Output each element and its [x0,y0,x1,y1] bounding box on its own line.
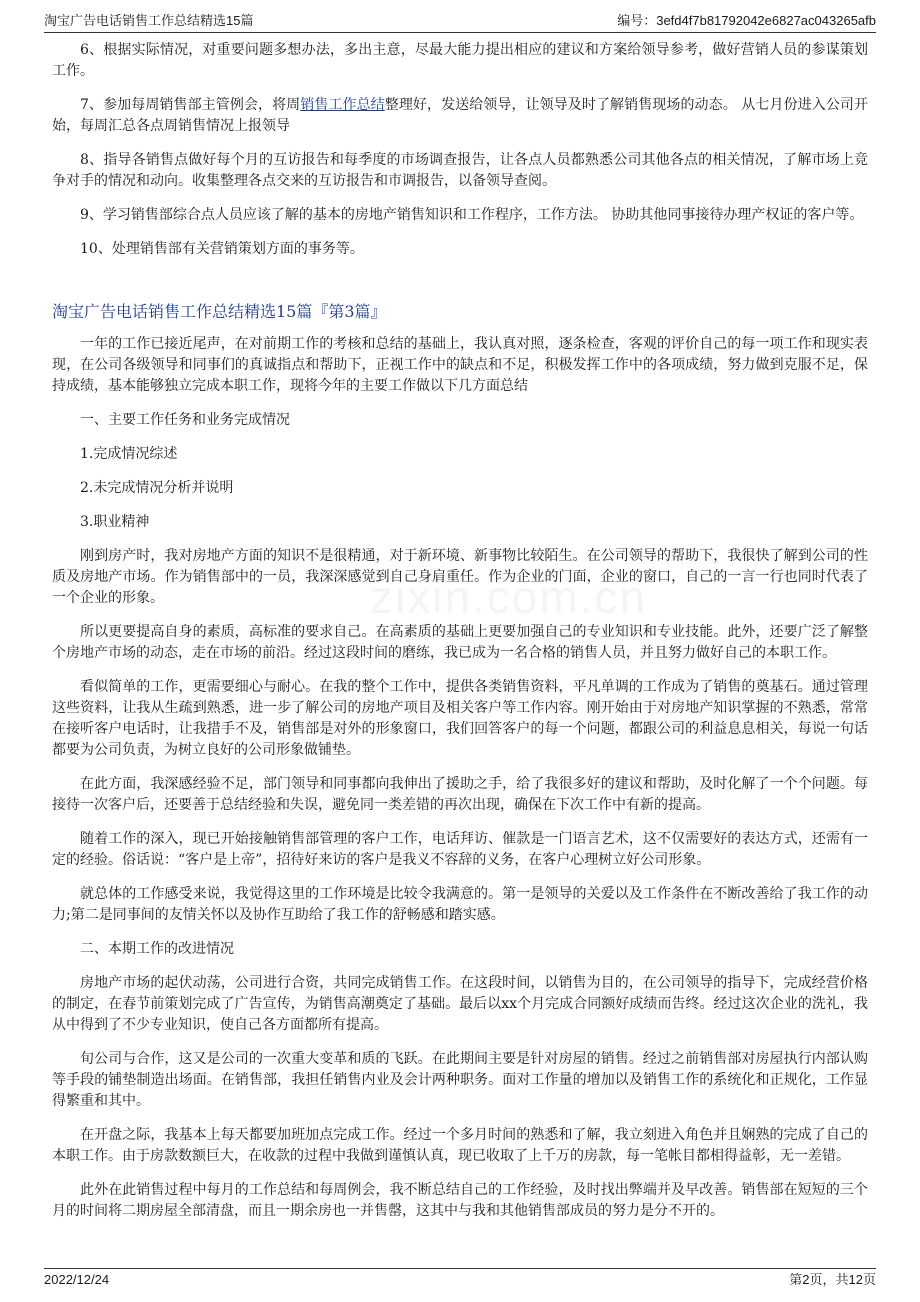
list-item-9: 9、学习销售部综合点人员应该了解的基本的房地产销售知识和工作程序，工作方法。 协助其他同事接待办理产权证的客户等。 [80,207,864,223]
heading-main-tasks: 一、主要工作任务和业务完成情况 [80,412,290,428]
paragraph: 房地产市场的起伏动荡，公司进行合资，共同完成销售工作。在这段时间，以销售为目的，在公司领导的指导下，完成经营价格的制定，在春节前策划完成了广告宣传，为销售高潮奠定了基础。最后以xx个月完成合同额好成绩而告终。经过这次企业的洗礼，我从中得到了不少专业知识，使自己各方面都所有提高。 [52,975,868,1033]
paragraph: 此外在此销售过程中每月的工作总结和每周例会，我不断总结自己的工作经验，及时找出弊端并及早改善。销售部在短短的三个月的时间将二期房屋全部清盘，而且一期余房也一并售罄，这其中与我和其他销售部成员的努力是分不开的。 [52,1182,868,1219]
paragraph: 在开盘之际，我基本上每天都要加班加点完成工作。经过一个多月时间的熟悉和了解，我立刻进入角色并且娴熟的完成了自己的本职工作。由于房款数额巨大，在收款的过程中我做到谨慎认真，现已收取了上千万的房款，每一笔帐目都相得益彰，无一差错。 [52,1127,868,1164]
heading-improvements: 二、本期工作的改进情况 [80,941,234,957]
list-item-10: 10、处理销售部有关营销策划方面的事务等。 [80,241,364,257]
paragraph-intro: 一年的工作已接近尾声，在对前期工作的考核和总结的基础上，我认真对照，逐条检查，客观的评价自己的每一项工作和现实表现，在公司各级领导和同事们的真诚指点和帮助下，正视工作中的缺点和不足，积极发挥工作中的各项成绩，努力做到克服不足，保持成绩，基本能够独立完成本职工作，现将今年的主要工作做以下几方面总结 [52,336,868,394]
footer-date: 2022/12/24 [44,1272,110,1287]
paragraph: 旬公司与合作，这又是公司的一次重大变革和质的飞跃。在此期间主要是针对房屋的销售。经过之前销售部对房屋执行内部认购等手段的铺垫制造出场面。在销售部，我担任销售内业及会计两种职务。面对工作量的增加以及销售工作的系统化和正规化，工作显得繁重和其中。 [52,1051,868,1109]
subheading-summary: 1.完成情况综述 [80,446,178,462]
list-item-7-text-a: 7、参加每周销售部主管例会，将周 [80,97,301,113]
subheading-unfinished: 2.未完成情况分析并说明 [80,480,234,496]
page-number: 第2页，共12页 [789,1272,876,1287]
paragraph: 在此方面，我深感经验不足，部门领导和同事都向我伸出了援助之手，给了我很多好的建议和帮助，及时化解了一个个问题。每接待一次客户后，还要善于总结经验和失误，避免同一类差错的再次出现，确保在下次工作中有新的提高。 [52,776,868,813]
document-id: 编号：3efd4f7b81792042e6827ac043265afb [617,13,876,28]
page-footer [44,1268,876,1291]
paragraph: 看似简单的工作，更需要细心与耐心。在我的整个工作中，提供各类销售资料，平凡单调的工作成为了销售的奠基石。通过管理这些资料，让我从生疏到熟悉，进一步了解公司的房地产项目及相关客户等工作内容。刚开始由于对房地产知识掌握的不熟悉，常常在接听客户电话时，让我措手不及，销售部是对外的形象窗口，我们回答客户的每一个问题，都跟公司的利益息息相关，每说一句话都要为公司负责，为树立良好的公司形象做铺垫。 [52,679,868,758]
section-title[interactable]: 淘宝广告电话销售工作总结精选15篇『第3篇』 [52,302,387,321]
list-item-7 [52,95,868,137]
list-item-8: 8、指导各销售点做好每个月的互访报告和每季度的市场调查报告，让各点人员都熟悉公司其他各点的相关情况，了解市场上竞争对手的情况和动向。收集整理各点交来的互访报告和市调报告，以备领导查阅。 [52,152,868,189]
paragraph: 随着工作的深入，现已开始接触销售部管理的客户工作，电话拜访、催款是一门语言艺术，这不仅需要好的表达方式，还需有一定的经验。俗话说：“客户是上帝”，招待好来访的客户是我义不容辞的义务，在客户心理树立好公司形象。 [52,831,868,868]
list-item-6: 6、根据实际情况，对重要问题多想办法，多出主意，尽最大能力提出相应的建议和方案给领导参考，做好营销人员的参谋策划工作。 [52,42,868,79]
page-header [44,10,876,33]
document-title: 淘宝广告电话销售工作总结精选15篇 [44,13,254,28]
document-body [52,40,868,1235]
list-item-7-text-b: 整理好，发送给领导，让领导及时了解销售现场的动态。 从七月份进入公司开始，每周汇总各点周销售情况上报领导 [52,97,868,134]
paragraph: 就总体的工作感受来说，我觉得这里的工作环境是比较令我满意的。第一是领导的关爱以及工作条件在不断改善给了我工作的动力;第二是同事间的友情关怀以及协作互助给了我工作的舒畅感和踏实感。 [52,886,868,923]
sales-summary-link[interactable]: 销售工作总结 [300,97,385,113]
paragraph: 刚到房产时，我对房地产方面的知识不是很精通，对于新环境、新事物比较陌生。在公司领导的帮助下，我很快了解到公司的性质及房地产市场。作为销售部中的一员，我深深感觉到自己身肩重任。作为企业的门面，企业的窗口，自己的一言一行也同时代表了一个企业的形象。 [52,548,868,606]
paragraph: 所以更要提高自身的素质，高标准的要求自己。在高素质的基础上更要加强自己的专业知识和专业技能。此外，还要广泛了解整个房地产市场的动态，走在市场的前沿。经过这段时间的磨练，我已成为一名合格的销售人员，并且努力做好自己的本职工作。 [52,624,868,661]
subheading-professional-spirit: 3.职业精神 [80,514,150,530]
